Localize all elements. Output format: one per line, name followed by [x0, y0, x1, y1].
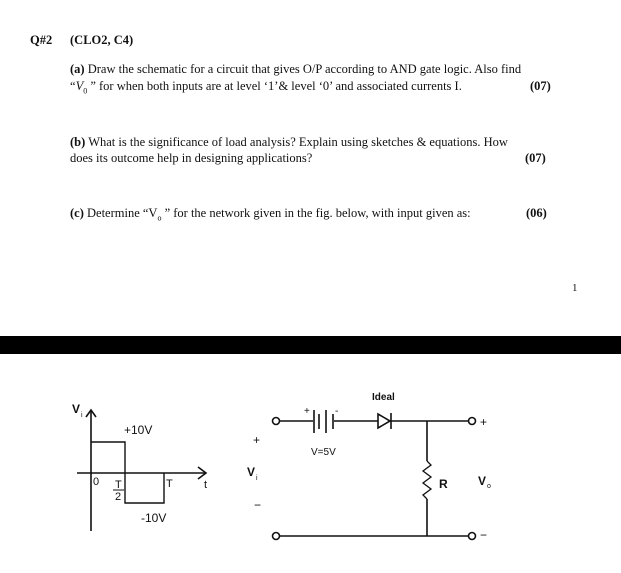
input-voltage-label: V	[247, 465, 256, 479]
part-b-label: (b)	[70, 135, 86, 149]
output-terminal-bottom	[469, 533, 476, 540]
input-minus: −	[254, 498, 262, 512]
period-label: T	[166, 478, 173, 490]
resistor-label: R	[439, 477, 448, 491]
part-c-marks: (06)	[526, 206, 547, 220]
part-c-text-pre: Determine “V	[87, 206, 158, 220]
battery-plus: +	[304, 406, 310, 417]
output-voltage-label: V	[478, 474, 487, 488]
output-voltage-sub: o	[487, 483, 491, 490]
battery-label: V=5V	[311, 447, 336, 458]
part-c-text-post: ” for the network given in the fig. below, with input given as:	[161, 206, 471, 220]
part-b-line2: does its outcome help in designing applications?	[70, 151, 313, 165]
resistor-icon	[423, 461, 431, 499]
input-terminal-bottom	[273, 533, 280, 540]
half-period-num: T	[115, 479, 122, 491]
part-a-line1: Draw the schematic for a circuit that gives O/P according to AND gate logic. Also find	[87, 62, 522, 76]
vo-subscript: o	[157, 213, 162, 223]
high-level-label: +10V	[124, 423, 153, 437]
time-axis-label: t	[204, 479, 208, 491]
part-b-line1: What is the significance of load analysis? Explain using sketches & equations. How	[88, 135, 508, 149]
diode-icon	[378, 413, 391, 429]
part-a-line2: ” for when both inputs are at level ‘1’& level ‘0’ and associated currents I.	[87, 79, 462, 93]
origin-label: 0	[93, 476, 100, 488]
part-c-label: (c)	[70, 206, 84, 220]
diode-label: Ideal	[372, 392, 395, 403]
output-minus: −	[480, 528, 488, 542]
clo-tag: (CLO2, C4)	[70, 33, 134, 47]
waveform-ylabel: V	[72, 402, 81, 416]
vo-symbol: V	[75, 79, 84, 93]
circuit-diagram	[247, 392, 491, 542]
half-period-den: 2	[115, 491, 122, 503]
question-number: Q#2	[30, 33, 53, 47]
output-terminal-top	[469, 418, 476, 425]
low-level-label: -10V	[141, 511, 167, 525]
input-plus: +	[253, 433, 261, 447]
part-a-label: (a)	[70, 62, 85, 76]
page-number: 1	[572, 282, 578, 294]
input-waveform	[72, 402, 207, 531]
part-a-marks: (07)	[530, 79, 551, 93]
quote-open: “	[70, 79, 76, 93]
input-terminal-top	[273, 418, 280, 425]
input-voltage-sub: i	[256, 475, 258, 482]
output-plus: +	[480, 415, 488, 429]
battery-icon	[314, 410, 333, 433]
waveform-ylabel-sub: i	[81, 412, 83, 419]
vo-subscript: 0	[83, 86, 88, 96]
battery-minus: -	[335, 406, 339, 417]
part-b-marks: (07)	[525, 151, 546, 165]
